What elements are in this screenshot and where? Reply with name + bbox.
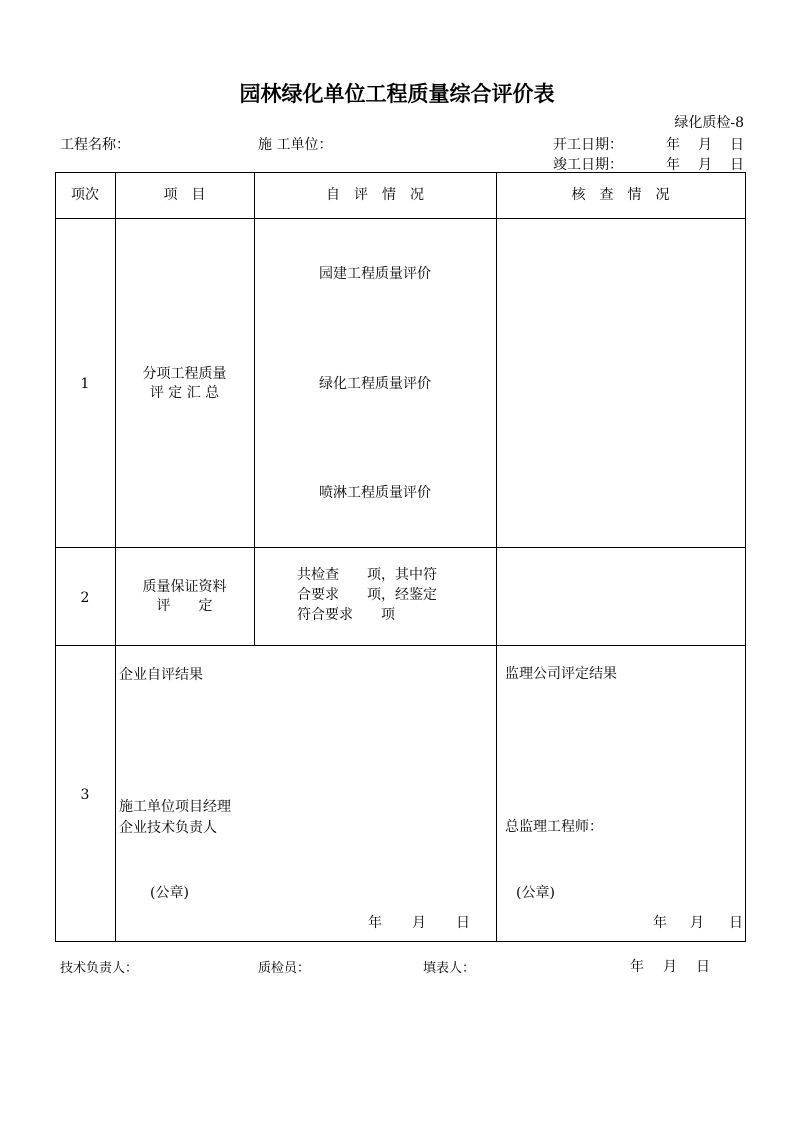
row1-eval-garden: 园建工程质量评价: [319, 266, 431, 282]
row1-item: [115, 365, 254, 403]
self-eval-month: 月: [412, 915, 426, 931]
row2-item: [115, 578, 254, 616]
row2-no: 2: [80, 590, 90, 606]
form-number: 绿化质检-8: [674, 115, 744, 131]
row2-eval-line1: 共检查 项，其中符: [297, 567, 437, 583]
table-divider: [55, 218, 746, 219]
table-divider: [115, 172, 116, 941]
footer-inspector: 质检员：: [258, 961, 311, 976]
row2-eval: [297, 565, 437, 625]
table-divider: [55, 645, 746, 646]
start-date-label: 开工日期：: [553, 137, 623, 153]
company-seal: (公章): [150, 885, 189, 901]
page-title: 园林绿化单位工程质量综合评价表: [239, 82, 555, 106]
col-header-check: 核 查 情 况: [571, 187, 670, 203]
footer-month: 月: [663, 959, 677, 975]
chief-supervisor-label: 总监理工程师：: [505, 819, 603, 835]
project-name-label: 工程名称：: [60, 137, 130, 153]
row2-item-line2: 评 定: [156, 598, 213, 614]
supervision-seal: (公章): [516, 885, 555, 901]
end-date-label: 竣工日期：: [553, 157, 623, 173]
start-year: 年: [666, 137, 680, 153]
self-eval-year: 年: [368, 915, 382, 931]
footer-filler: 填表人：: [423, 961, 476, 976]
table-divider: [254, 172, 255, 645]
row1-eval-sprinkler: 喷淋工程质量评价: [319, 485, 431, 501]
row2-eval-line2: 合要求 项，经鉴定: [297, 587, 437, 603]
footer-day: 日: [696, 959, 710, 975]
self-eval-result-label: 企业自评结果: [119, 667, 203, 683]
table-border-top: [55, 172, 746, 173]
supervision-year: 年: [653, 915, 667, 931]
supervision-result-label: 监理公司评定结果: [505, 666, 617, 682]
row1-eval-green: 绿化工程质量评价: [319, 376, 431, 392]
table-border-bottom: [55, 941, 746, 942]
footer-year: 年: [630, 959, 644, 975]
table-divider: [55, 547, 746, 548]
col-header-self-eval: 自 评 情 况: [326, 187, 424, 203]
end-month: 月: [698, 157, 712, 173]
footer-tech-lead: 技术负责人：: [60, 961, 139, 976]
table-divider: [496, 172, 497, 941]
project-manager-label: 施工单位项目经理: [119, 799, 231, 815]
supervision-month: 月: [690, 915, 704, 931]
self-eval-day: 日: [456, 915, 470, 931]
start-day: 日: [730, 137, 744, 153]
tech-lead-label: 企业技术负责人: [119, 820, 217, 836]
row3-no: 3: [80, 787, 90, 803]
row1-item-line1: 分项工程质量: [142, 366, 227, 382]
supervision-day: 日: [729, 915, 743, 931]
row2-eval-line3: 符合要求 项: [297, 607, 395, 623]
end-day: 日: [730, 157, 744, 173]
row1-item-line2: 评 定 汇 总: [149, 385, 220, 401]
col-header-item-no: 项次: [71, 187, 99, 203]
start-month: 月: [698, 137, 712, 153]
table-border-right: [745, 172, 746, 941]
table-border-left: [55, 172, 56, 941]
end-year: 年: [666, 157, 680, 173]
row1-no: 1: [80, 376, 90, 392]
construction-unit-label: 施 工单位：: [258, 137, 333, 153]
col-header-item: 项 目: [163, 187, 206, 203]
row2-item-line1: 质量保证资料: [142, 579, 227, 595]
